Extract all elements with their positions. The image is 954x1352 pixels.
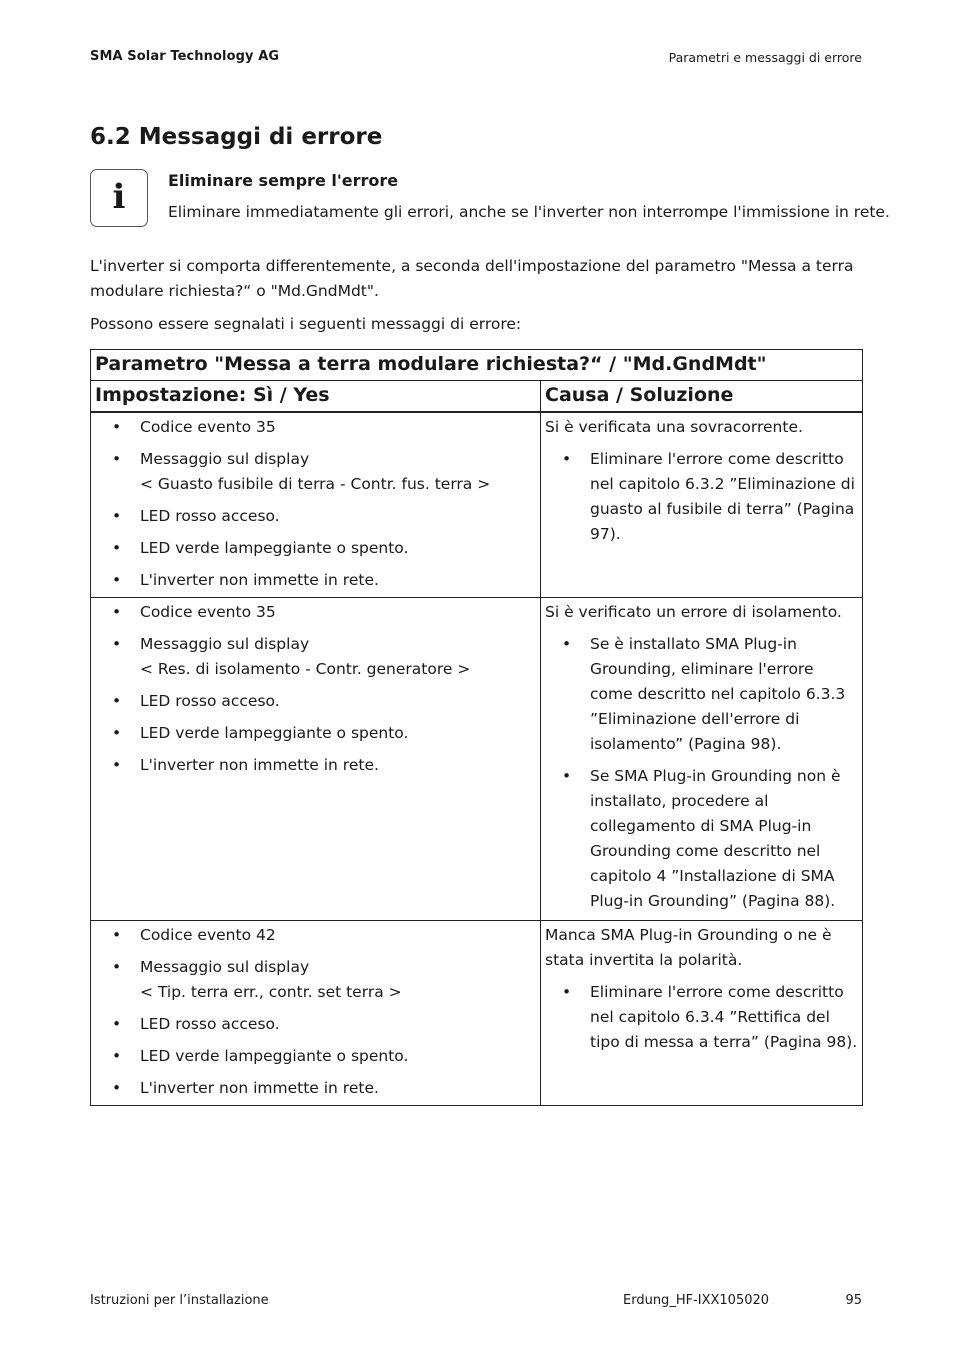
info-icon: [90, 169, 148, 227]
led-green: LED verde lampeggiante o spento.: [140, 724, 409, 742]
table-header-row: [91, 381, 863, 413]
page-number: 95: [845, 1293, 862, 1308]
list-item: [95, 721, 536, 746]
info-glyph: i: [112, 177, 126, 217]
display-label: Messaggio sul display: [140, 635, 310, 653]
note-text: Eliminare immediatamente gli errori, anche se l'inverter non interrompe l'immissione in rete.: [168, 203, 890, 221]
symptoms-cell: [91, 412, 541, 598]
feed-status: L'inverter non immette in rete.: [140, 756, 379, 774]
list-item: [95, 955, 536, 1005]
symptoms-cell: [91, 921, 541, 1106]
header-section: Parametri e messaggi di errore: [668, 50, 862, 65]
table-title: Parametro "Messa a terra modulare richiesta?“ / "Md.GndMdt": [91, 350, 863, 381]
column-header-setting: Impostazione: Sì / Yes: [91, 381, 541, 413]
list-item: [95, 600, 536, 625]
feed-status: L'inverter non immette in rete.: [140, 1079, 379, 1097]
list-item: [95, 504, 536, 529]
list-item: [95, 1076, 536, 1101]
display-label: Messaggio sul display: [140, 450, 310, 468]
table-row: [91, 598, 863, 921]
error-table: [90, 349, 863, 1106]
note-title: Eliminare sempre l'errore: [168, 171, 399, 190]
table-row: [91, 412, 863, 598]
led-red: LED rosso acceso.: [140, 692, 280, 710]
event-code: Codice evento 42: [140, 926, 276, 944]
display-message: < Tip. terra err., contr. set terra >: [140, 983, 402, 1001]
cause-text: Manca SMA Plug-in Grounding o ne è stata invertita la polarità.: [545, 926, 832, 969]
solution-item: • Eliminare l'errore come descritto nel capitolo 6.3.2 ”Eliminazione di guasto al fusibile di terra” (Pagina 97).: [545, 447, 858, 547]
event-code: Codice evento 35: [140, 603, 276, 621]
feed-status: L'inverter non immette in rete.: [140, 571, 379, 589]
list-item: [95, 689, 536, 714]
cause-text: Si è verificato un errore di isolamento.: [545, 603, 842, 621]
display-message: < Res. di isolamento - Contr. generatore >: [140, 660, 471, 678]
list-item: [95, 1044, 536, 1069]
led-red: LED rosso acceso.: [140, 507, 280, 525]
cause-solution-cell: [541, 598, 863, 921]
solution-list: [545, 980, 858, 1055]
display-label: Messaggio sul display: [140, 958, 310, 976]
list-item: [95, 447, 536, 497]
led-green: LED verde lampeggiante o spento.: [140, 539, 409, 557]
event-code: Codice evento 35: [140, 418, 276, 436]
footer-doc-code: Erdung_HF-IXX105020: [623, 1293, 770, 1308]
led-green: LED verde lampeggiante o spento.: [140, 1047, 409, 1065]
header-company: SMA Solar Technology AG: [90, 49, 280, 64]
list-intro: Possono essere segnalati i seguenti messaggi di errore:: [90, 315, 522, 333]
list-item: [95, 632, 536, 682]
solution-list: [545, 447, 858, 547]
list-item: [95, 1012, 536, 1037]
solution-item: • Eliminare l'errore come descritto nel capitolo 6.3.4 ”Rettifica del tipo di messa a terra” (Pagina 98).: [545, 980, 858, 1055]
led-red: LED rosso acceso.: [140, 1015, 280, 1033]
cause-solution-cell: [541, 921, 863, 1106]
list-item: [95, 923, 536, 948]
symptom-list: [95, 600, 536, 778]
list-item: [95, 753, 536, 778]
footer-doc-title: Istruzioni per l’installazione: [90, 1293, 269, 1308]
table-row: [91, 921, 863, 1106]
cause-solution-cell: [541, 412, 863, 598]
intro-paragraph: L'inverter si comporta differentemente, a seconda dell'impostazione del parametro "Messa a terra modulare richiesta?“ o "Md.GndMdt".: [90, 257, 854, 300]
table-title-row: [91, 350, 863, 381]
list-item: [95, 568, 536, 593]
solution-item: • Se è installato SMA Plug-in Grounding, eliminare l'errore come descritto nel capitolo 6.3.3 ”Eliminazione dell'errore di isolamento” (Pagina 98).: [545, 632, 858, 757]
list-item: [95, 536, 536, 561]
section-title: 6.2 Messaggi di errore: [90, 124, 383, 150]
solution-item: • Se SMA Plug-in Grounding non è installato, procedere al collegamento di SMA Plug-in Grounding come descritto nel capitolo 4 ”Installazione di SMA Plug-in Grounding” (Pagina 88).: [545, 764, 858, 914]
column-header-cause: Causa / Soluzione: [541, 381, 863, 413]
symptom-list: [95, 923, 536, 1101]
solution-list: [545, 632, 858, 914]
cause-text: Si è verificata una sovracorrente.: [545, 418, 803, 436]
list-item: [95, 415, 536, 440]
display-message: < Guasto fusibile di terra - Contr. fus. terra >: [140, 475, 491, 493]
symptom-list: [95, 415, 536, 593]
symptoms-cell: [91, 598, 541, 921]
